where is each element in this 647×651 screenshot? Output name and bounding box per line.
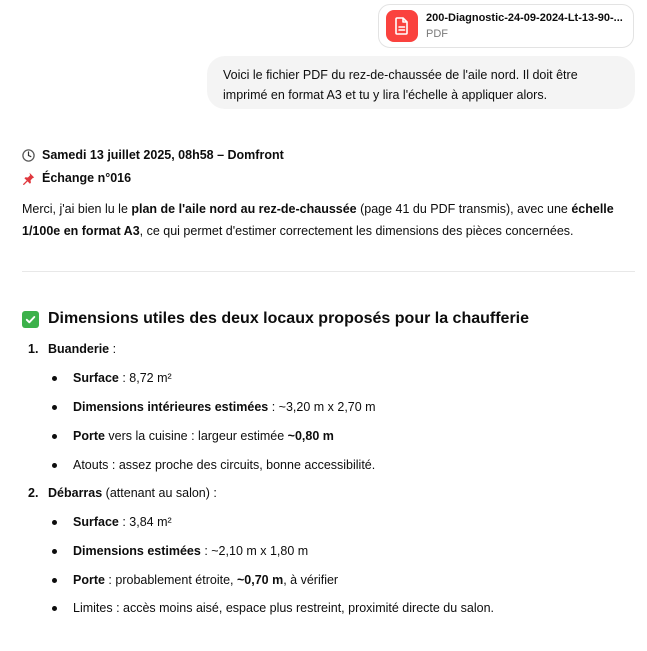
room-suffix: :	[109, 342, 117, 356]
surface-value: : 3,84 m²	[118, 515, 172, 529]
bullet-icon	[52, 520, 57, 525]
document-icon	[386, 10, 418, 42]
list-item	[52, 427, 334, 445]
intro-text-2: (page 41 du PDF transmis), avec une	[356, 202, 572, 216]
room-suffix: (attenant au salon) :	[102, 486, 217, 500]
list-item-room-2	[28, 484, 217, 502]
dims-label: Dimensions intérieures estimées	[73, 400, 269, 414]
list-item	[52, 513, 172, 531]
section-heading	[22, 308, 529, 330]
user-message-bubble	[207, 56, 635, 109]
list-item	[52, 369, 172, 387]
dims-value: : ~3,20 m x 2,70 m	[268, 400, 376, 414]
bullet-icon	[52, 549, 57, 554]
list-number: 1.	[28, 342, 39, 356]
attachment-filename: 200-Diagnostic-24-09-2024-Lt-13-90-...	[426, 12, 623, 24]
pdf-attachment-card[interactable]	[378, 4, 634, 48]
intro-text-3: , ce qui permet d'estimer correctement les dimensions des pièces concernées.	[139, 224, 574, 238]
door-after: , à vérifier	[283, 573, 339, 587]
door-width: ~0,80 m	[287, 429, 334, 443]
intro-bold-1: plan de l'aile nord au rez-de-chaussée	[131, 202, 357, 216]
list-number: 2.	[28, 486, 39, 500]
list-item	[52, 571, 338, 589]
list-item	[52, 542, 308, 560]
clock-icon	[22, 149, 35, 162]
heading-text: Dimensions utiles des deux locaux proposés pour la chaufferie	[48, 310, 530, 327]
bullet-icon	[52, 606, 57, 611]
dims-label: Dimensions estimées	[73, 544, 201, 558]
door-width: ~0,70 m	[236, 573, 284, 587]
check-mark-icon	[22, 311, 39, 328]
room-note: Atouts : assez proche des circuits, bonne accessibilité.	[73, 458, 376, 472]
room-name: Débarras	[48, 486, 103, 500]
intro-text-1: Merci, j'ai bien lu le	[22, 202, 132, 216]
list-item	[52, 456, 375, 474]
door-label: Porte	[73, 429, 105, 443]
surface-label: Surface	[73, 371, 119, 385]
date-text: Samedi 13 juillet 2025, 08h58 – Domfront	[42, 148, 284, 162]
bullet-icon	[52, 405, 57, 410]
attachment-filetype: PDF	[426, 28, 448, 40]
list-item	[52, 599, 494, 617]
list-item	[52, 398, 376, 416]
door-text: : probablement étroite,	[104, 573, 237, 587]
bullet-icon	[52, 376, 57, 381]
room-note: Limites : accès moins aisé, espace plus restreint, proximité directe du salon.	[73, 601, 495, 615]
date-line	[22, 146, 284, 164]
surface-value: : 8,72 m²	[118, 371, 172, 385]
intro-bold-2: échelle 1/100e en format A3	[22, 202, 614, 238]
door-label: Porte	[73, 573, 105, 587]
bullet-icon	[52, 434, 57, 439]
divider	[22, 271, 635, 272]
room-name: Buanderie	[48, 342, 110, 356]
exchange-text: Échange n°016	[42, 171, 132, 185]
intro-paragraph	[22, 198, 622, 242]
exchange-line	[22, 169, 131, 187]
user-message-text: Voici le fichier PDF du rez-de-chaussée de l'aile nord. Il doit être imprimé en format A3 et tu y lira l'échelle à appliquer alors.	[223, 68, 578, 102]
dims-value: : ~2,10 m x 1,80 m	[200, 544, 309, 558]
pushpin-icon	[22, 172, 35, 185]
bullet-icon	[52, 463, 57, 468]
surface-label: Surface	[73, 515, 119, 529]
bullet-icon	[52, 578, 57, 583]
list-item-room-1	[28, 340, 116, 358]
door-text: vers la cuisine : largeur estimée	[104, 429, 288, 443]
